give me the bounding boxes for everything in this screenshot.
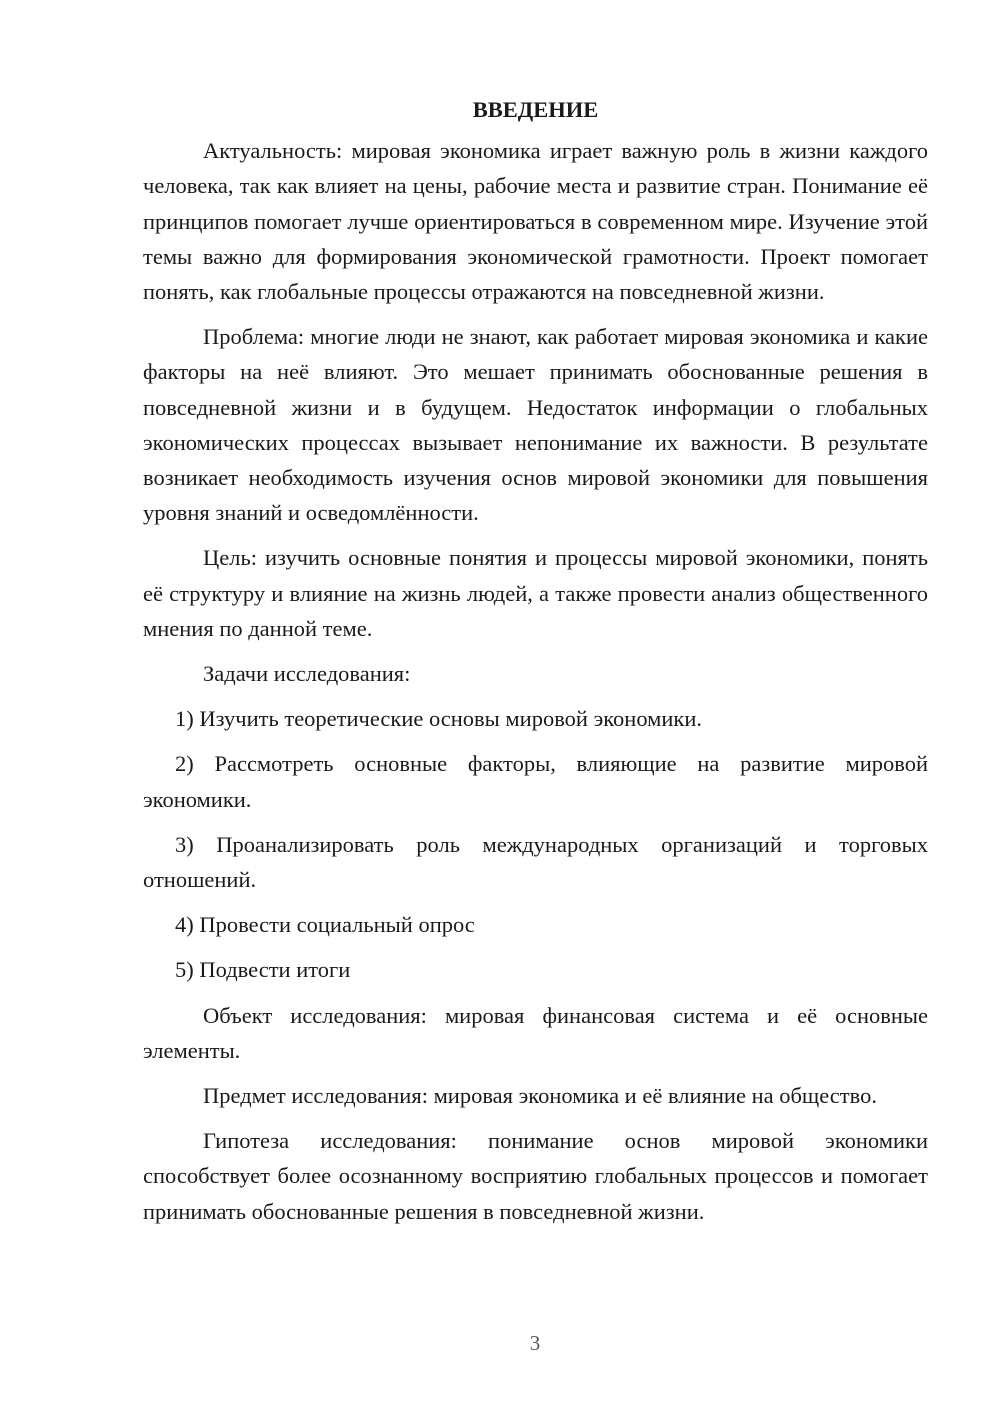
problem-paragraph: Проблема: многие люди не знают, как работает мировая экономика и какие факторы на неё влияют. Это мешает принимать обоснованные решения в повседневной жизни и в будущем. Недостаток информации о глобальных экономических процессах вызывает непонимание их важности. В результате возникает необходимость изучения основ мировой экономики для повышения уровня знаний и осведомлённости. — [143, 324, 928, 526]
relevance-paragraph: Актуальность: мировая экономика играет важную роль в жизни каждого человека, так как влияет на цены, рабочие места и развитие стран. Понимание её принципов помогает лучше ориентироваться в современном мире. Изучение этой темы важно для формирования экономической грамотности. Проект помогает понять, как глобальные процессы отражаются на повседневной жизни. — [143, 138, 928, 305]
task-item-4: 4) Провести социальный опрос — [175, 912, 475, 938]
hypothesis-paragraph: Гипотеза исследования: понимание основ мировой экономики способствует более осознанному восприятию глобальных процессов и помогает принимать обоснованные решения в повседневной жизни. — [143, 1128, 928, 1224]
document-page — [143, 92, 928, 1239]
page-number: 3 — [529, 1331, 541, 1355]
task-item-1: 1) Изучить теоретические основы мировой экономики. — [175, 706, 703, 732]
page-title: ВВЕДЕНИЕ — [472, 97, 599, 122]
task-item-3: 3) Проанализировать роль международных организаций и торговых отношений. — [143, 831, 928, 893]
tasks-list — [143, 701, 928, 987]
task-item-2: 2) Рассмотреть основные факторы, влияющие на развитие мировой экономики. — [143, 751, 928, 812]
task-item-5: 5) Подвести итоги — [175, 957, 351, 983]
goal-paragraph: Цель: изучить основные понятия и процессы мировой экономики, понять её структуру и влияние на жизнь людей, а также провести анализ общественного мнения по данной теме. — [143, 545, 928, 641]
tasks-heading: Задачи исследования: — [203, 661, 411, 687]
object-paragraph: Объект исследования: мировая финансовая система и её основные элементы. — [143, 1002, 928, 1063]
subject-paragraph: Предмет исследования: мировая экономика и её влияние на общество. — [203, 1083, 877, 1109]
